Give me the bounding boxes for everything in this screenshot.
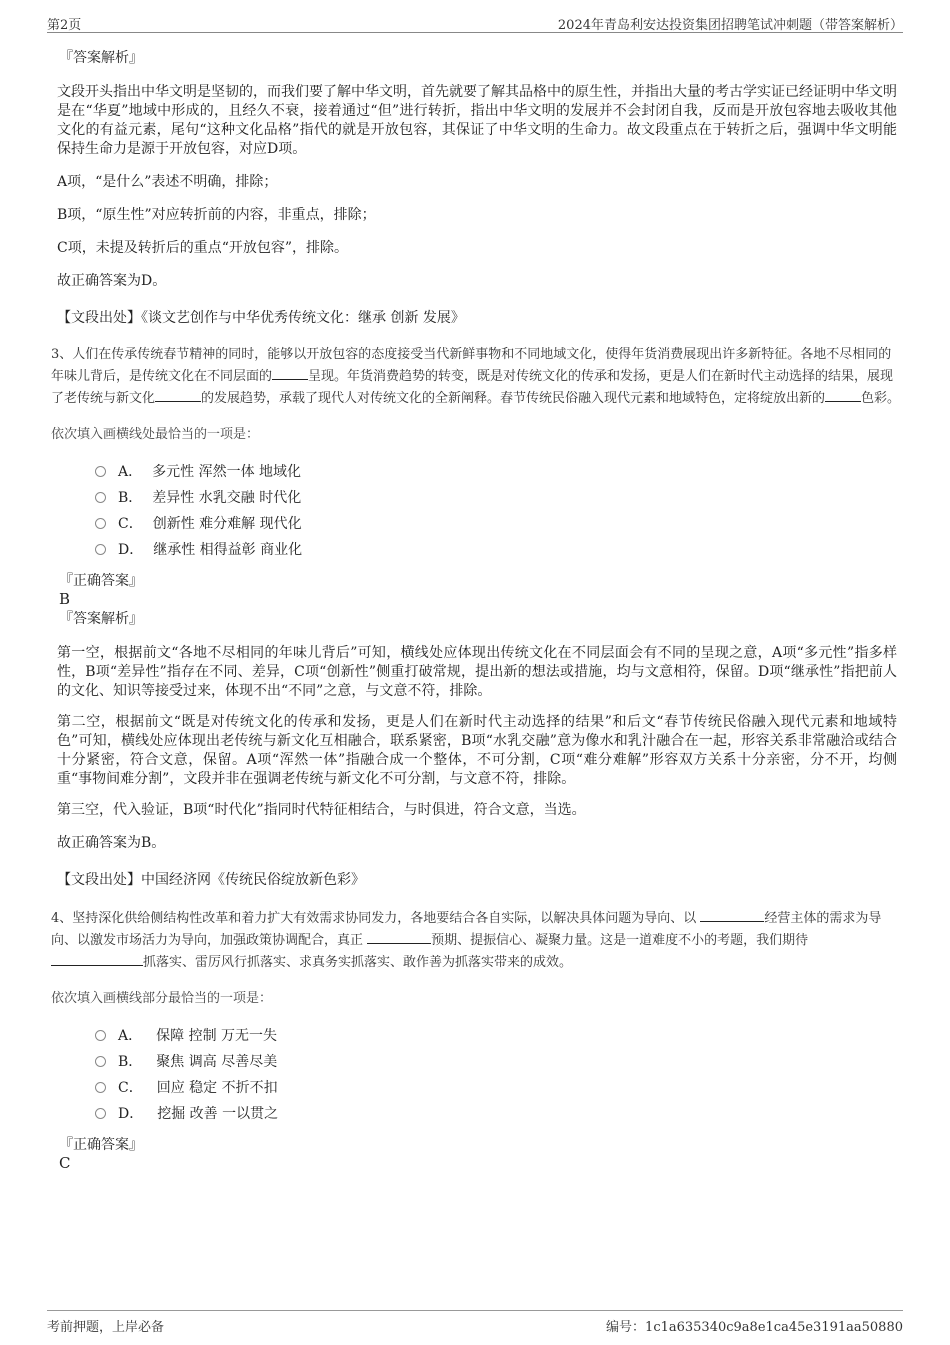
radio-icon[interactable] — [95, 466, 106, 477]
radio-icon[interactable] — [95, 544, 106, 555]
blank-1 — [272, 365, 308, 380]
radio-icon[interactable] — [95, 1108, 106, 1119]
option-b[interactable]: B． 聚焦 调高 尽善尽美 — [95, 1048, 897, 1074]
option-b[interactable]: B． 差异性 水乳交融 时代化 — [95, 484, 897, 510]
radio-icon[interactable] — [95, 1082, 106, 1093]
analysis-paragraph-3: 第三空，代入验证，B项“时代化”指同时代特征相结合，与时俱进，符合文意，当选。 — [57, 802, 586, 818]
radio-icon[interactable] — [95, 1030, 106, 1041]
page-footer — [47, 1310, 903, 1335]
question-3-options — [95, 458, 897, 562]
option-d[interactable]: D． 继承性 相得益彰 商业化 — [95, 536, 897, 562]
correct-answer-label: 『正确答案』 — [59, 1137, 143, 1153]
page-header — [47, 12, 903, 33]
page-number: 第2页 — [47, 18, 82, 33]
option-a[interactable]: A． 多元性 浑然一体 地域化 — [95, 458, 897, 484]
source-citation: 【文段出处】《谈文艺创作与中华优秀传统文化：继承 创新 发展》 — [57, 310, 465, 326]
source-citation: 【文段出处】中国经济网《传统民俗绽放新色彩》 — [57, 872, 365, 888]
blank-2 — [367, 929, 431, 944]
analysis-paragraph-1: 第一空，根据前文“各地不尽相同的年味儿背后”可知，横线处应体现出传统文化在不同层面会有不同的呈现之意，A项“多元性”指多样性，B项“差异性”指存在不同、差异，C项“创新性”侧重打破常规，提出新的想法或措施，均与文意相符，保留。D项“继承性”指把前人的文化、知识等接受过来，体现不出“不同”之意，与文意不符，排除。 — [57, 645, 897, 699]
footer-slogan: 考前押题，上岸必备 — [47, 1320, 165, 1335]
option-a[interactable]: A． 保障 控制 万无一失 — [95, 1022, 897, 1048]
analysis-paragraph-2: 第二空，根据前文“既是对传统文化的传承和发扬，更是人们在新时代主动选择的结果”和后文“春节传统民俗融入现代元素和地域特色”可知，横线处应体现出老传统与新文化互相融合，联系紧密，B项“水乳交融”意为像水和乳汁融合在一起，形容关系非常融洽或结合十分紧密，符合文意，保留。A项“浑然一体”指融合成一个整体，不可分割，C项“难分难解”形容双方关系十分亲密，分不开，均侧重“事物间难分割”，文段并非在强调老传统与新文化不可分割，与文意不符，排除。 — [57, 714, 897, 787]
correct-answer-label: 『正确答案』 — [59, 573, 143, 589]
blank-3 — [51, 951, 143, 966]
analysis-label: 『答案解析』 — [59, 50, 143, 66]
question-4-options — [95, 1022, 897, 1126]
analysis-conclusion: 故正确答案为D。 — [57, 273, 167, 289]
analysis-paragraph: 文段开头指出中华文明是坚韧的，而我们要了解中华文明，首先就要了解其品格中的原生性，并指出大量的考古学实证已经证明中华文明是在“华夏”地域中形成的，且经久不衰，接着通过“但”进行转折，指出中华文明的发展并不会封闭自我，反而是开放包容地去吸收其他文化的有益元素，尾句“这种文化品格”指代的就是开放包容，其保证了中华文明的生命力。故文段重点在于转折之后，强调中华文明能保持生命力是源于开放包容，对应D项。 — [57, 84, 897, 157]
analysis-conclusion: 故正确答案为B。 — [57, 835, 166, 851]
radio-icon[interactable] — [95, 518, 106, 529]
option-d[interactable]: D． 挖掘 改善 一以贯之 — [95, 1100, 897, 1126]
analysis-line-a: A项，“是什么”表述不明确，排除； — [57, 174, 278, 190]
correct-answer: B — [59, 590, 71, 608]
analysis-label: 『答案解析』 — [59, 611, 143, 627]
option-c[interactable]: C． 回应 稳定 不折不扣 — [95, 1074, 897, 1100]
blank-2 — [155, 387, 201, 402]
radio-icon[interactable] — [95, 1056, 106, 1067]
correct-answer: C — [59, 1154, 71, 1172]
analysis-line-c: C项，未提及转折后的重点“开放包容”，排除。 — [57, 240, 349, 256]
question-4-prompt: 依次填入画横线部分最恰当的一项是： — [51, 991, 273, 1006]
question-3-text: 3、人们在传承传统春节精神的同时，能够以开放包容的态度接受当代新鲜事物和不同地域文化，使得年货消费展现出许多新特征。各地不尽相同的年味儿背后，是传统文化在不同层面的 呈现。年货消费趋势的转变，既是对传统文化的传承和发扬，更是人们在新时代主动选择的结果，展现了老传统与新文化 的发展趋势，承载了现代人对传统文化的全新阐释。春节传统民俗融入现代元素和地域特色，定将绽放出新的 色彩。 — [51, 347, 901, 406]
page-content — [51, 47, 901, 1172]
question-3-prompt: 依次填入画横线处最恰当的一项是： — [51, 427, 260, 442]
blank-1 — [700, 907, 764, 922]
blank-3 — [825, 387, 861, 402]
document-id: 编号：1c1a635340c9a8e1ca45e3191aa50880 — [606, 1320, 903, 1335]
analysis-line-b: B项，“原生性”对应转折前的内容，非重点，排除； — [57, 207, 376, 223]
question-4-text: 4、坚持深化供给侧结构性改革和着力扩大有效需求协同发力，各地要结合各自实际，以解决具体问题为导向、以 经营主体的需求为导向、以激发市场活力为导向，加强政策协调配合，真正 预期、提振信心、凝聚力量。这是一道难度不小的考题，我们期待 抓落实、雷厉风行抓落实、求真务实抓落实、敢作善为抓落实带来的成效。 — [51, 907, 903, 973]
radio-icon[interactable] — [95, 492, 106, 503]
document-title: 2024年青岛利安达投资集团招聘笔试冲刺题（带答案解析） — [557, 18, 903, 33]
option-c[interactable]: C． 创新性 难分难解 现代化 — [95, 510, 897, 536]
